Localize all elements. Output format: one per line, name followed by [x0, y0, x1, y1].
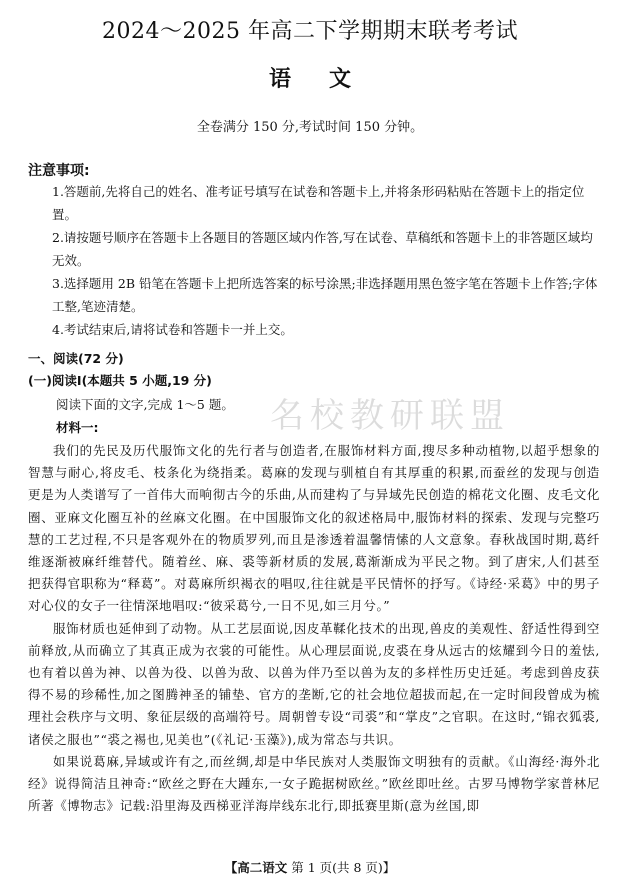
passage-paragraph: 服饰材质也延伸到了动物。从工艺层面说,因皮革鞣化技术的出现,兽皮的美观性、舒适性得到空前释放,从而确立了其真正成为衣裳的可能性。从心理层面说,皮裘在身从远古的炫耀到今日的羞怯,也有着以兽为神、以兽为役、以兽为敌、以兽为伴乃至以兽为友的多样性历史迁延。考虑到兽皮获得不易的珍稀性,加之图腾神圣的铺垫、官方的垄断,它的社会地位超拔而起,在一定时间段曾成为梳理社会秩序与文明、象征层级的高端符号。周朝曾专设“司裘”和“掌皮”之官职。在这时,“锦衣狐裘,诸侯之服也”“裘之裼也,见美也”(《礼记·玉藻》),成为常态与共识。 [28, 620, 600, 747]
notice-item: 1.答题前,先将自己的姓名、准考证号填写在试卷和答题卡上,并将条形码粘贴在答题卡上的指定位置。 [52, 184, 585, 222]
footer-page: 第 1 页(共 8 页)】 [291, 860, 396, 875]
passage-paragraph: 如果说葛麻,异域或许有之,而丝绸,却是中华民族对人类服饰文明独有的贡献。《山海经·海外北经》说得简洁且神奇:“欧丝之野在大踵东,一女子跪据树欧丝。”欧丝即吐丝。古罗马博物学家普林尼所著《博物志》记载:沿里海及西梯亚洋海岸线东北行,即抵赛里斯(意为丝国,即 [28, 753, 600, 814]
subsection-heading: (一)阅读Ⅰ(本题共 5 小题,19 分) [28, 373, 212, 388]
passage-paragraph: 我们的先民及历代服饰文化的先行者与创造者,在服饰材料方面,搜尽多种动植物,以超乎想象的智慧与耐心,将皮毛、枝条化为绕指柔。葛麻的发现与驯植自有其厚重的积累,而蚕丝的发现与创造更是为人类谱写了一首伟大而响彻古今的乐曲,从而建构了与异域先民创造的棉花文化圈、皮毛文化圈、亚麻文化圈互补的丝麻文化圈。在中国服饰文化的叙述格局中,服饰材料的探索、发现与完整巧慧的工艺过程,不只是客观外在的物质罗列,而且是渗透着温馨情愫的人文意象。春秋战国时期,葛纤维逐渐被麻纤维替代。随着丝、麻、裘等新材质的发展,葛渐渐成为平民之物。到了唐宋,人们甚至把获得官职称为“释葛”。对葛麻所织褐衣的唱叹,往往就是平民情怀的抒写。《诗经·采葛》中的男子对心仪的女子一往情深地唱叹:“彼采葛兮,一日不见,如三月兮。” [28, 443, 600, 614]
exam-title: 2024～2025 年高二下学期期末联考考试 [102, 19, 518, 44]
exam-info: 全卷满分 150 分,考试时间 150 分钟。 [196, 120, 424, 135]
reading-instruction: 阅读下面的文字,完成 1～5 题。 [56, 397, 234, 412]
passage-body [28, 440, 600, 817]
notice-item: 4.考试结束后,请将试卷和答题卡一并上交。 [52, 322, 293, 337]
notice-item: 2.请按题号顺序在答题卡上各题目的答题区域内作答,写在试卷、草稿纸和答题卡上的非答题区域均无效。 [52, 230, 593, 268]
notice-item: 3.选择题用 2B 铅笔在答题卡上把所选答案的标号涂黑;非选择题用黑色签字笔在答题卡上作答;字体工整,笔迹清楚。 [52, 276, 598, 314]
watermark: 名校教研联盟 [270, 396, 510, 436]
page-footer [0, 858, 620, 876]
material-label: 材料一: [56, 420, 99, 435]
notice-heading: 注意事项: [28, 163, 90, 179]
notice-list [52, 180, 600, 341]
footer-subject: 【高二语文 [224, 860, 288, 875]
section-heading: 一、阅读(72 分) [28, 351, 124, 366]
subject-title: 语文 [268, 66, 389, 92]
